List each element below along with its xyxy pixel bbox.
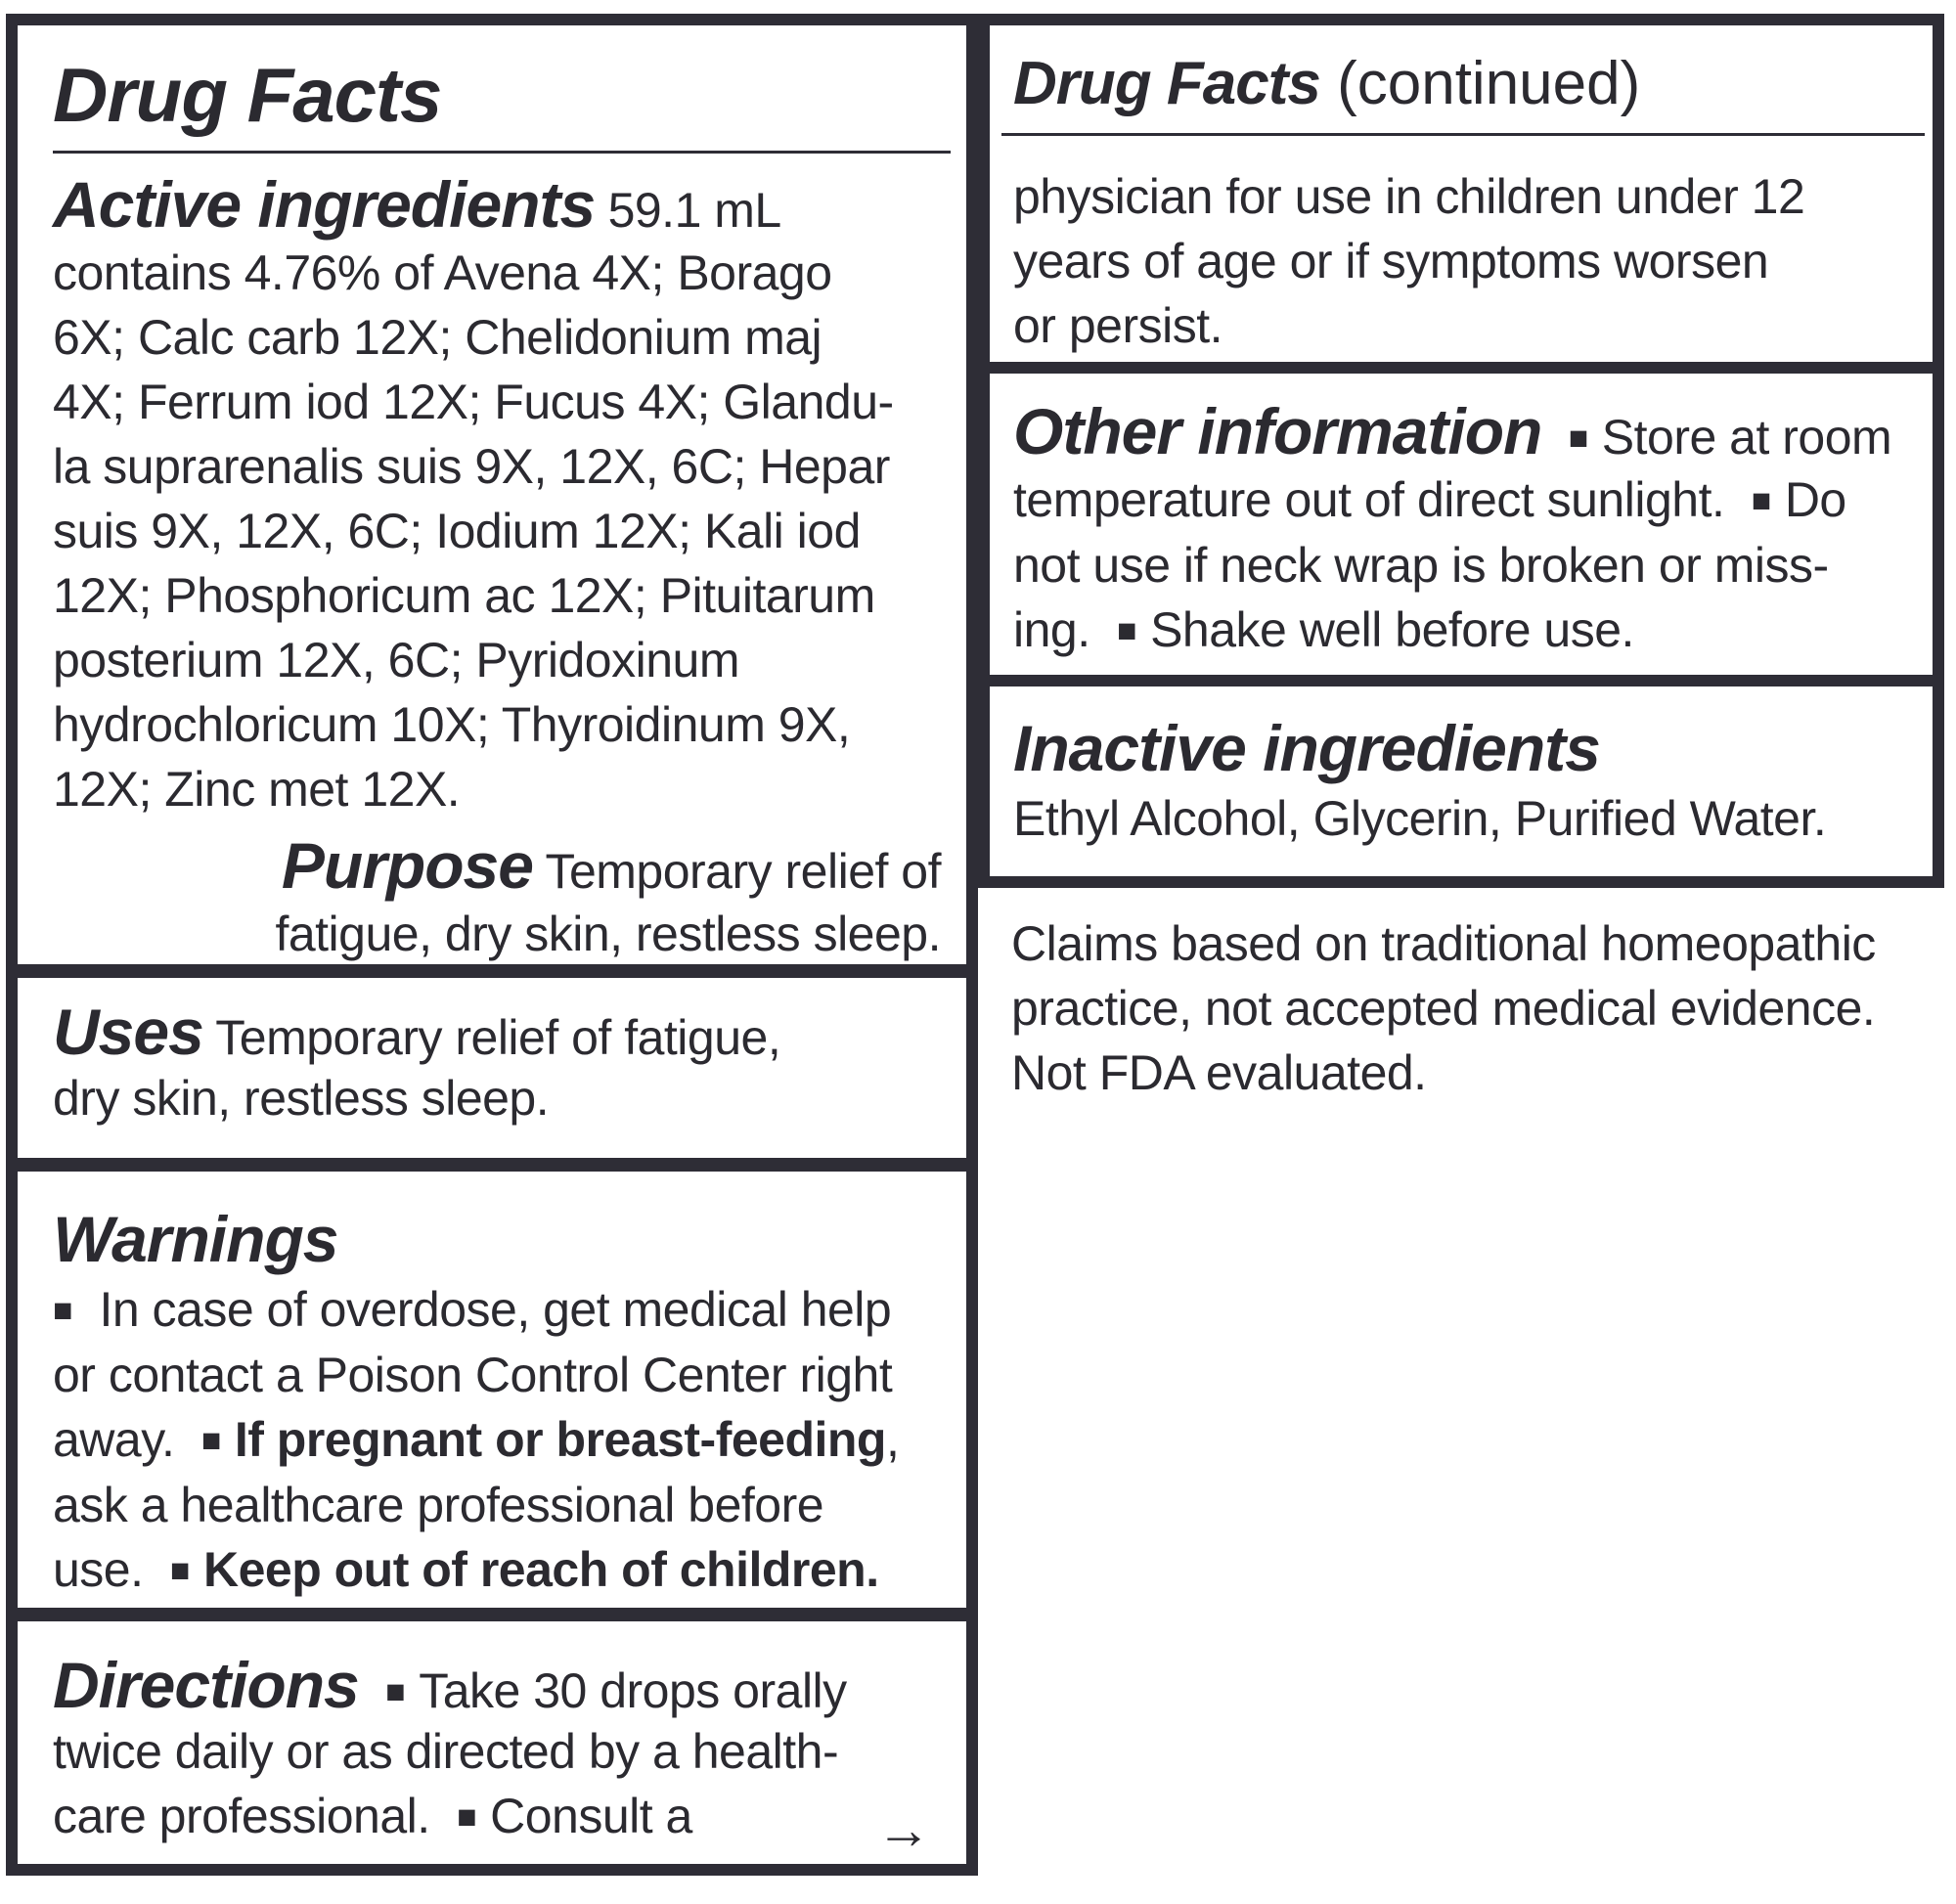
claims-line: Claims based on traditional homeopathic [1011, 916, 1876, 971]
purpose-text [275, 829, 941, 966]
arrow-right-icon: → [876, 1798, 931, 1860]
claims-line: practice, not accepted medical evidence. [1011, 981, 1876, 1036]
warning-line: away. [53, 1412, 175, 1467]
continued-line: years of age or if symptoms worsen [1013, 234, 1769, 288]
title-rule [53, 151, 951, 154]
active-line: la suprarenalis suis 9X, 12X, 6C; Hepar [53, 439, 890, 494]
active-line: 12X; Zinc met 12X. [53, 762, 461, 817]
warning-line: use. [53, 1542, 144, 1597]
bullet-icon: ■ [53, 1292, 73, 1329]
uses-panel [6, 966, 978, 1170]
continued-suffix: (continued) [1337, 50, 1641, 117]
warning-line: In case of overdose, get medical help [99, 1282, 892, 1337]
active-line: posterium 12X, 6C; Pyridoxinum [53, 633, 739, 687]
uses-heading: Uses [53, 996, 203, 1068]
active-line: 59.1 mL [607, 183, 781, 238]
directions-panel [6, 1610, 978, 1876]
claims-text [1011, 911, 1950, 1105]
active-line: 6X; Calc carb 12X; Chelidonium maj [53, 310, 822, 365]
children-warning: Keep out of reach of children. [202, 1542, 879, 1597]
active-ingredients-text [53, 168, 972, 821]
uses-line: Temporary relief of fatigue, [215, 1010, 781, 1065]
active-line: suis 9X, 12X, 6C; Iodium 12X; Kali iod [53, 504, 861, 558]
inactive-ingredients-panel [978, 675, 1944, 888]
other-line: ing. [1013, 602, 1090, 657]
other-line: temperature out of direct sunlight. [1013, 472, 1725, 527]
other-information-heading: Other information [1013, 395, 1542, 467]
active-line: hydrochloricum 10X; Thyroidinum 9X, [53, 697, 851, 752]
warnings-heading: Warnings [53, 1203, 338, 1275]
other-line: not use if neck wrap is broken or miss- [1013, 538, 1829, 593]
active-line: 4X; Ferrum iod 12X; Fucus 4X; Glandu- [53, 375, 894, 429]
warning-line: or contact a Poison Control Center right [53, 1348, 893, 1402]
other-information-panel [978, 362, 1944, 686]
inactive-ingredients-heading: Inactive ingredients [1013, 712, 1600, 784]
directions-line: Consult a [490, 1789, 692, 1843]
other-line: Shake well before use. [1150, 602, 1634, 657]
active-line: contains 4.76% of Avena 4X; Borago [53, 245, 832, 300]
uses-line: dry skin, restless sleep. [53, 1071, 550, 1126]
bullet-icon: ■ [1568, 420, 1588, 457]
bullet-icon: ■ [169, 1552, 190, 1589]
directions-line: Take 30 drops orally [419, 1663, 847, 1718]
purpose-line: fatigue, dry skin, restless sleep. [275, 907, 941, 961]
directions-heading: Directions [53, 1649, 359, 1721]
continued-title: Drug Facts [1013, 50, 1320, 117]
claims-line: Not FDA evaluated. [1011, 1045, 1427, 1100]
warning-line: ask a healthcare professional before [53, 1478, 824, 1532]
other-line: Do [1784, 472, 1846, 527]
active-ingredients-panel [6, 14, 978, 976]
pregnancy-warning: If pregnant or breast-feeding [234, 1412, 886, 1467]
bullet-icon: ■ [1751, 482, 1771, 519]
continued-line: or persist. [1013, 298, 1223, 353]
continued-line: physician for use in children under 12 [1013, 169, 1805, 224]
warning-punct: , [885, 1412, 900, 1467]
directions-line: twice daily or as directed by a health- [53, 1724, 839, 1779]
bullet-icon: ■ [200, 1422, 221, 1459]
other-line: Store at room [1601, 410, 1892, 465]
warnings-panel [6, 1160, 978, 1619]
bullet-icon: ■ [457, 1798, 477, 1836]
directions-line: care professional. [53, 1789, 430, 1843]
inactive-line: Ethyl Alcohol, Glycerin, Purified Water. [1013, 791, 1827, 846]
active-line: 12X; Phosphoricum ac 12X; Pituitarum [53, 568, 875, 623]
bullet-icon: ■ [385, 1673, 406, 1710]
bullet-icon: ■ [1117, 612, 1137, 649]
title-rule [1001, 133, 1925, 136]
continued-panel [978, 14, 1944, 374]
drug-facts-title: Drug Facts [53, 52, 442, 138]
purpose-line: Temporary relief of [545, 844, 941, 899]
active-ingredients-heading: Active ingredients [53, 168, 596, 241]
purpose-heading: Purpose [281, 829, 533, 902]
